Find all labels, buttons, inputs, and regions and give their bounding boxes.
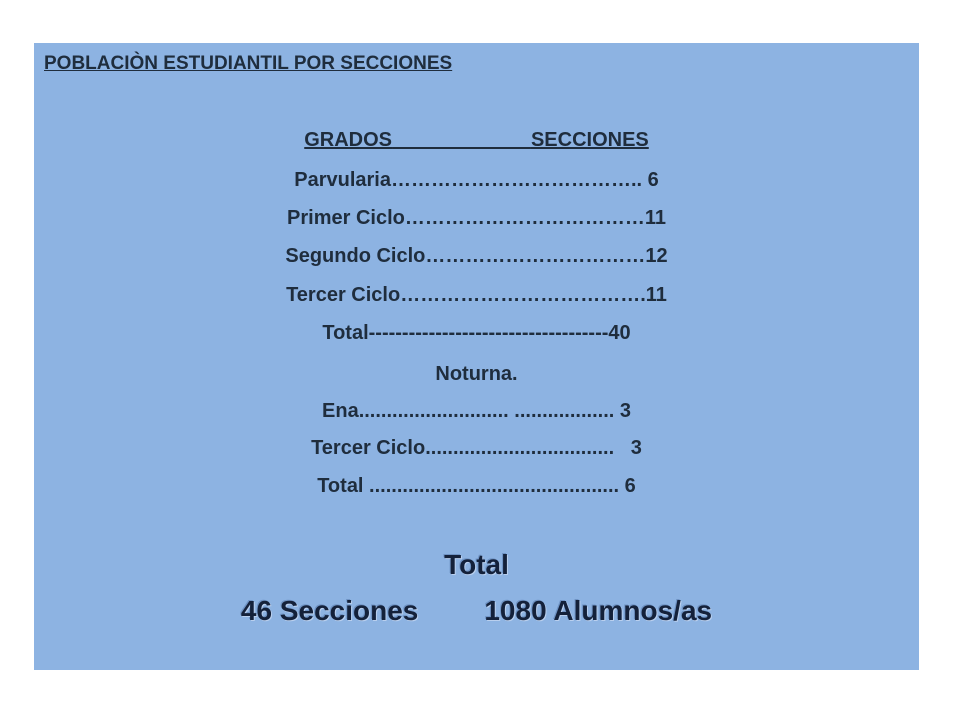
row-parvularia: Parvularia……………………………….. 6 <box>294 169 659 191</box>
header-gap <box>392 129 531 151</box>
row-total-nocturno: Total ............................................. 6 <box>317 475 636 497</box>
total-secciones: 46 Secciones <box>240 595 419 626</box>
header-secciones: SECCIONES <box>530 129 649 151</box>
header-grados: GRADOS <box>304 129 393 151</box>
row-primer-ciclo: Primer Ciclo………………………………11 <box>287 207 666 229</box>
total-alumnos: 1080 Alumnos/as <box>484 595 713 626</box>
slide-panel <box>34 43 919 670</box>
row-segundo-ciclo: Segundo Ciclo……………………………12 <box>285 245 668 267</box>
grand-total-label: Total <box>444 549 509 580</box>
grand-total-summary <box>34 595 919 627</box>
slide-title: POBLACIÒN ESTUDIANTIL POR SECCIONES <box>44 53 453 74</box>
noturna-label: Noturna. <box>435 363 518 385</box>
column-headers <box>34 129 919 152</box>
row-ena: Ena........................... .................. 3 <box>322 400 631 422</box>
row-tercer-ciclo: Tercer Ciclo……………………………….11 <box>286 284 667 306</box>
row-tercer-ciclo-nocturno: Tercer Ciclo.................................. 3 <box>311 437 642 459</box>
row-total-diurno: Total------------------------------------40 <box>322 322 631 344</box>
